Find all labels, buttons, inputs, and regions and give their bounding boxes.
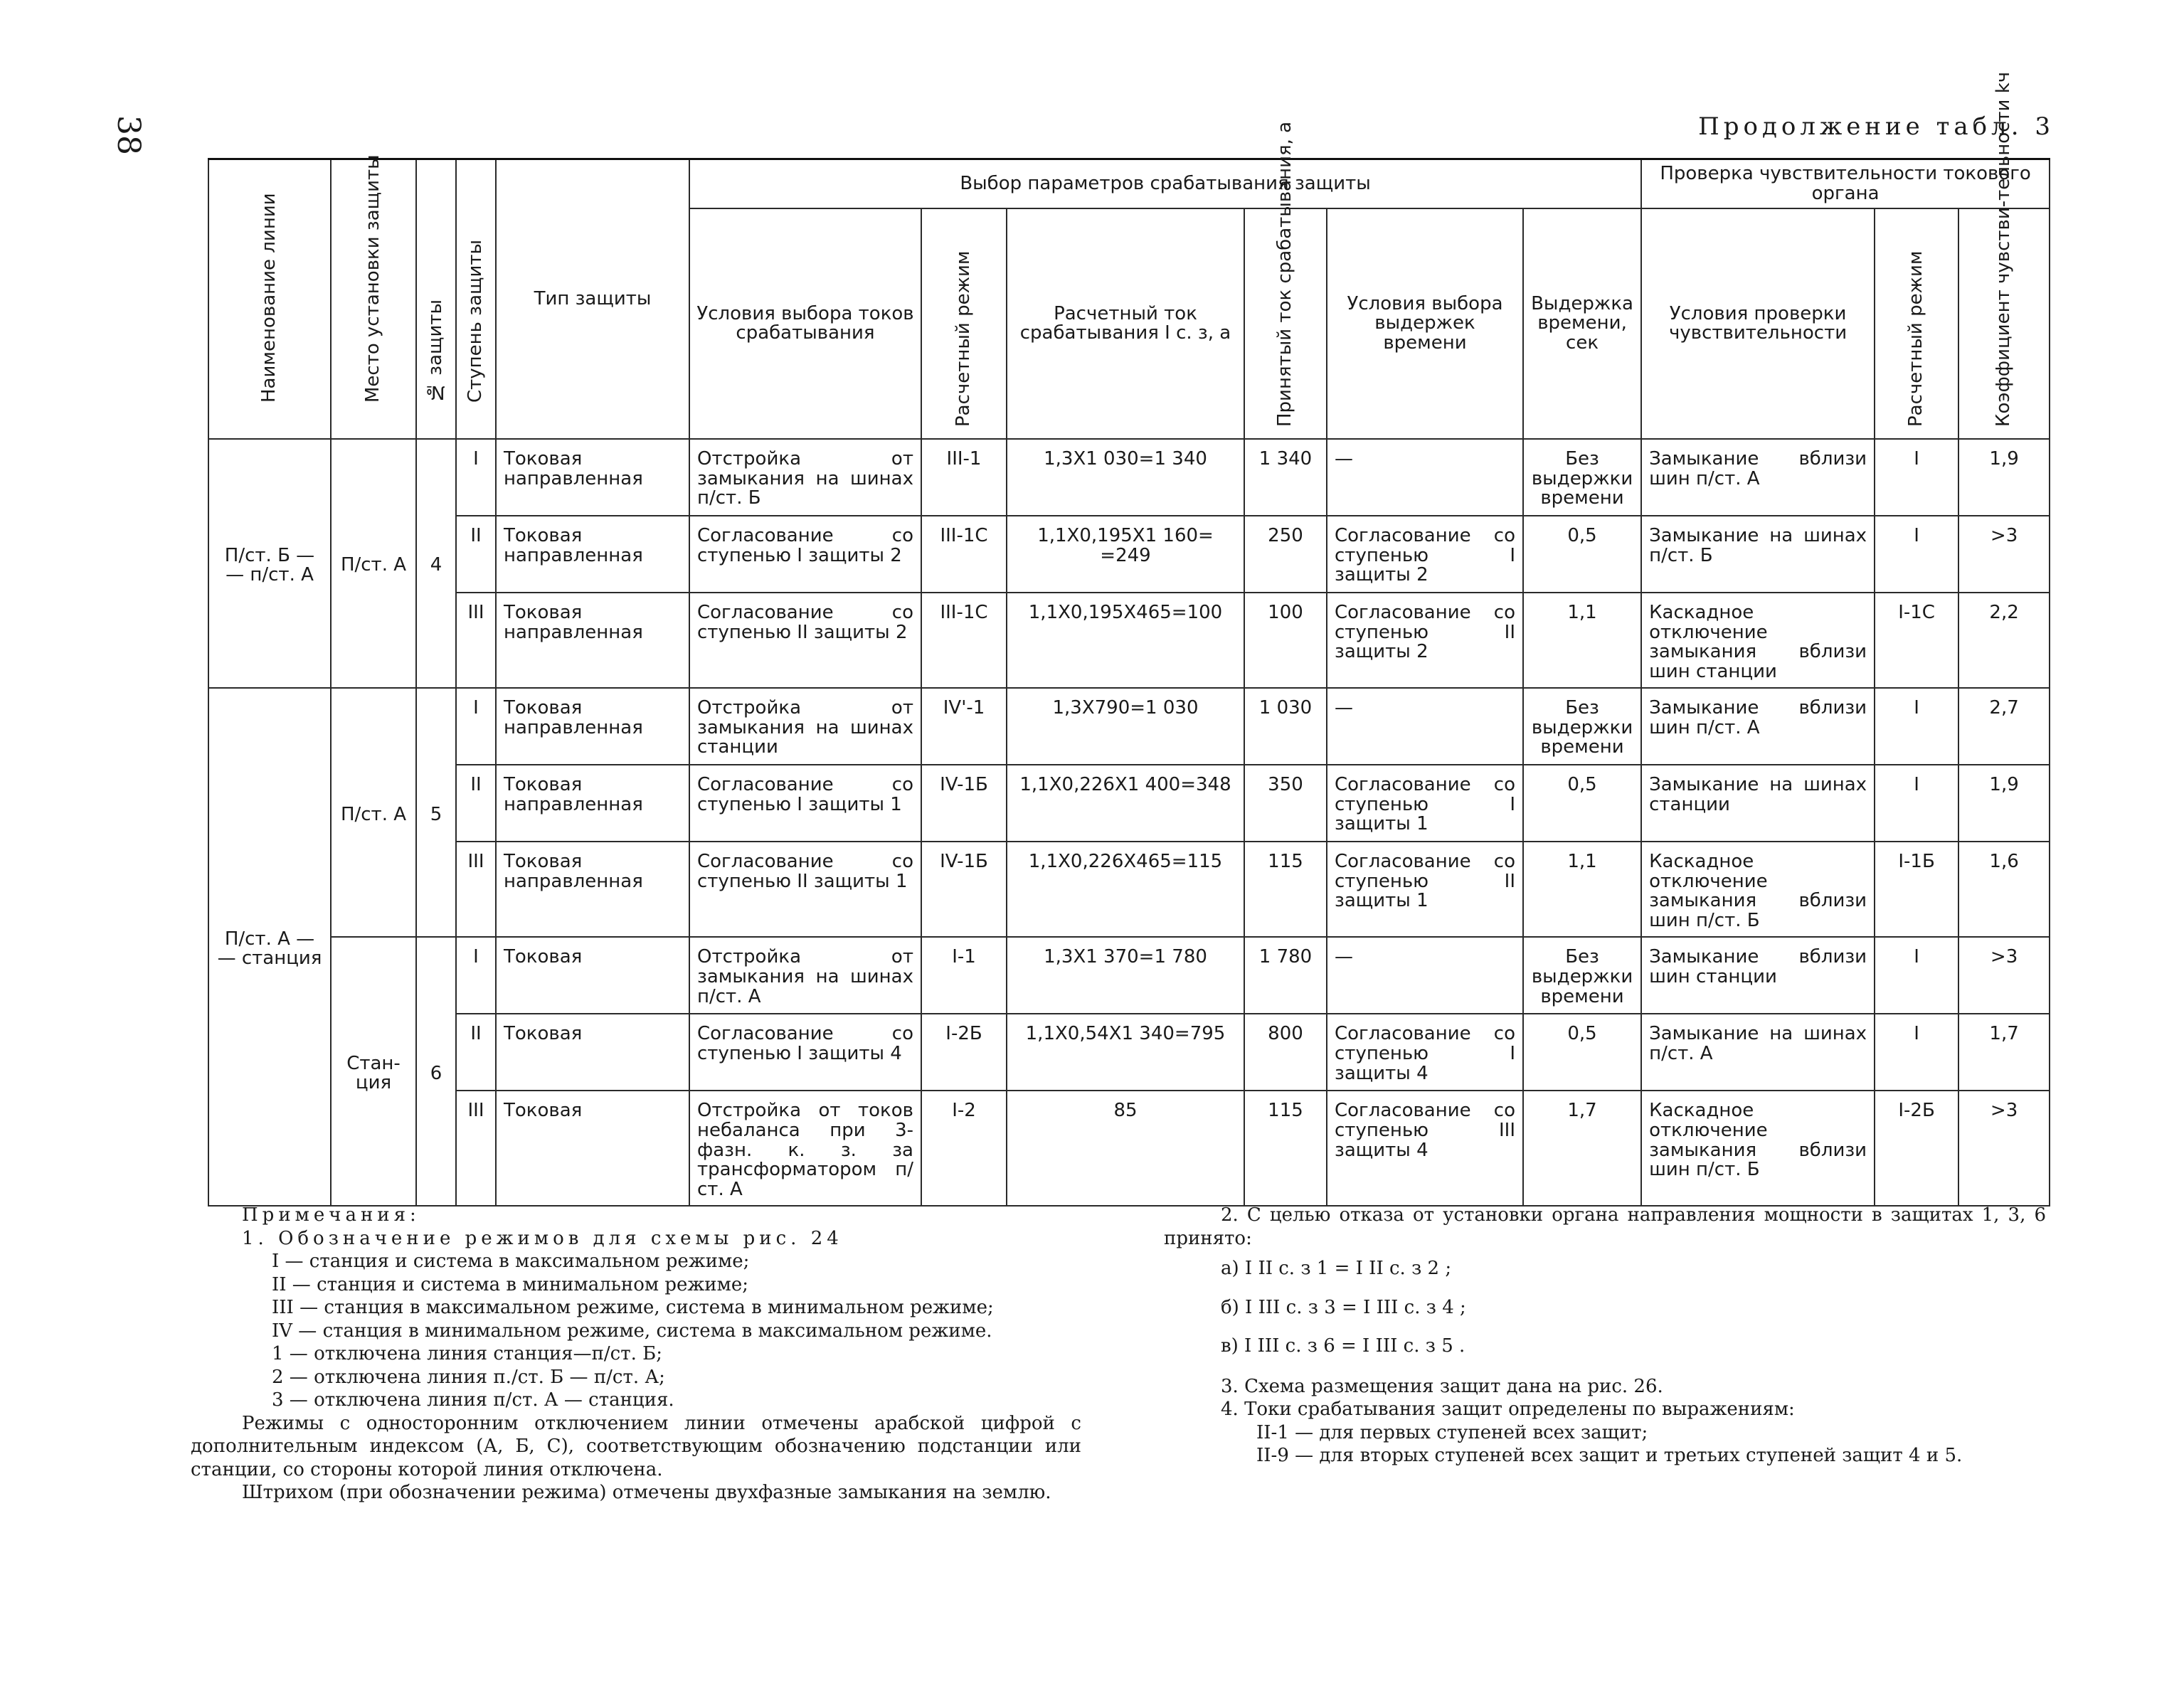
- header-protection-number: № защиты: [416, 159, 456, 440]
- time-condition-cell: Согласование со ступенью I защиты 4: [1327, 1014, 1523, 1091]
- header-type: Тип защиты: [496, 159, 689, 440]
- line-name-cell: П/ст. Б — — п/ст. А: [208, 439, 331, 688]
- accepted-current-cell: 1 030: [1244, 688, 1327, 765]
- current-condition-cell: Отстройка от токов небаланса при 3-фазн. к. з. за трансформатором п/ст. А: [689, 1091, 921, 1206]
- calc-mode-cell: III-1: [921, 439, 1007, 516]
- mode-4: IV — станция в минимальном режиме, система в максимальном режиме.: [272, 1320, 992, 1342]
- table-row: [208, 1091, 2050, 1206]
- delay-cell: 0,5: [1523, 516, 1641, 593]
- notes-left: [191, 1204, 1081, 1505]
- note-2: 2. С целью отказа от установки органа направления мощности в защитах 1, 3, 6 принято:: [1164, 1204, 2046, 1249]
- protection-number-cell: 5: [416, 688, 456, 937]
- table-row: [208, 937, 2050, 1014]
- location-cell: П/ст. А: [331, 688, 416, 937]
- delay-cell: 0,5: [1523, 765, 1641, 842]
- formula-c: в) I III с. з 6 = I III с. з 5 .: [1221, 1335, 1465, 1357]
- coefficient-cell: 1,7: [1958, 1014, 2050, 1091]
- table-body: [208, 439, 2050, 1206]
- type-cell: Токовая направленная: [496, 593, 689, 688]
- header-calc-mode: Расчетный режим: [921, 208, 1007, 439]
- type-cell: Токовая направленная: [496, 439, 689, 516]
- calc-mode-cell: III-1C: [921, 516, 1007, 593]
- check-condition-cell: Каскадное отключение замыкания вблизи шин станции: [1641, 593, 1875, 688]
- note-1: 1. Обозначение режимов для схемы рис. 24: [242, 1227, 843, 1249]
- stage-cell: III: [456, 1091, 496, 1206]
- header-time-conditions: Условия выбора выдержек времени: [1327, 208, 1523, 439]
- delay-cell: 1,1: [1523, 842, 1641, 937]
- protection-number-cell: 4: [416, 439, 456, 688]
- coefficient-cell: 1,9: [1958, 439, 2050, 516]
- type-cell: Токовая направленная: [496, 516, 689, 593]
- current-condition-cell: Согласование со ступенью II защиты 1: [689, 842, 921, 937]
- table-row: [208, 1014, 2050, 1091]
- delay-cell: Без выдержки времени: [1523, 688, 1641, 765]
- check-condition-cell: Замыкание вблизи шин п/ст. А: [1641, 688, 1875, 765]
- time-condition-cell: —: [1327, 937, 1523, 1014]
- calc-mode-cell: I-2Б: [921, 1014, 1007, 1091]
- calc-current-cell: 1,3X1 370=1 780: [1007, 937, 1244, 1014]
- time-condition-cell: Согласование со ступенью III защиты 4: [1327, 1091, 1523, 1206]
- header-group-selection: Выбор параметров срабатывания защиты: [689, 159, 1641, 209]
- stage-cell: II: [456, 516, 496, 593]
- calc-current-cell: 1,3X1 030=1 340: [1007, 439, 1244, 516]
- calc-mode-cell: I-1: [921, 937, 1007, 1014]
- delay-cell: Без выдержки времени: [1523, 937, 1641, 1014]
- stage-cell: I: [456, 688, 496, 765]
- header-group-sensitivity: Проверка чувствительности токового органа: [1641, 159, 2050, 209]
- header-line-name: Наименование линии: [208, 159, 331, 440]
- table-row: [208, 593, 2050, 688]
- check-condition-cell: Замыкание на шинах п/ст. А: [1641, 1014, 1875, 1091]
- location-cell: Стан-ция: [331, 937, 416, 1206]
- time-condition-cell: Согласование со ступенью II защиты 2: [1327, 593, 1523, 688]
- accepted-current-cell: 1 340: [1244, 439, 1327, 516]
- current-condition-cell: Согласование со ступенью I защиты 1: [689, 765, 921, 842]
- header-location: Место установки защиты: [331, 159, 416, 440]
- accepted-current-cell: 100: [1244, 593, 1327, 688]
- location-cell: П/ст. А: [331, 439, 416, 688]
- header-accepted-current: Принятый ток срабатывания, а: [1244, 208, 1327, 439]
- note-paragraph-1: Режимы с односторонним отключением линии отмечены арабской цифрой с дополнительным индексом (А, Б, С), соответствующим обозначению подстанции или станции, со стороны которой линия отключена.: [191, 1412, 1081, 1480]
- header-calc-current: Расчетный ток срабатывания I с. з, а: [1007, 208, 1244, 439]
- table-continuation-caption: Продолжение табл. 3: [1698, 112, 2055, 141]
- coefficient-cell: 2,2: [1958, 593, 2050, 688]
- accepted-current-cell: 250: [1244, 516, 1327, 593]
- calc-current-cell: 1,1X0,195X1 160= =249: [1007, 516, 1244, 593]
- delay-cell: 0,5: [1523, 1014, 1641, 1091]
- stage-cell: III: [456, 842, 496, 937]
- current-condition-cell: Согласование со ступенью I защиты 2: [689, 516, 921, 593]
- time-condition-cell: Согласование со ступенью II защиты 1: [1327, 842, 1523, 937]
- expression-2: II-9 — для вторых ступеней всех защит и третьих ступеней защит 4 и 5.: [1256, 1445, 1963, 1466]
- time-condition-cell: —: [1327, 439, 1523, 516]
- line-name-cell: П/ст. А — — станция: [208, 688, 331, 1206]
- table-row: [208, 765, 2050, 842]
- calc-mode-cell: IV'-1: [921, 688, 1007, 765]
- note-4: 4. Токи срабатывания защит определены по выражениям:: [1221, 1399, 1795, 1420]
- stage-cell: I: [456, 937, 496, 1014]
- coefficient-cell: 1,6: [1958, 842, 2050, 937]
- type-cell: Токовая направленная: [496, 842, 689, 937]
- protection-number-cell: 6: [416, 937, 456, 1206]
- current-condition-cell: Согласование со ступенью I защиты 4: [689, 1014, 921, 1091]
- delay-cell: Без выдержки времени: [1523, 439, 1641, 516]
- calc-mode-cell: I-2: [921, 1091, 1007, 1206]
- header-current-conditions: Условия выбора токов срабатывания: [689, 208, 921, 439]
- stage-cell: II: [456, 765, 496, 842]
- check-mode-cell: I: [1875, 1014, 1958, 1091]
- current-condition-cell: Отстройка от замыкания на шинах п/ст. А: [689, 937, 921, 1014]
- stage-cell: II: [456, 1014, 496, 1091]
- coefficient-cell: 2,7: [1958, 688, 2050, 765]
- note-paragraph-2: Штрихом (при обозначении режима) отмечены двухфазные замыкания на землю.: [242, 1482, 1051, 1503]
- check-mode-cell: I-2Б: [1875, 1091, 1958, 1206]
- mode-2: II — станция и система в минимальном режиме;: [272, 1273, 748, 1295]
- check-condition-cell: Каскадное отключение замыкания вблизи шин п/ст. Б: [1641, 1091, 1875, 1206]
- table-row: [208, 516, 2050, 593]
- table-row: [208, 688, 2050, 765]
- check-condition-cell: Замыкание на шинах станции: [1641, 765, 1875, 842]
- calc-current-cell: 1,1X0,195X465=100: [1007, 593, 1244, 688]
- check-mode-cell: I: [1875, 439, 1958, 516]
- stage-cell: III: [456, 593, 496, 688]
- formula-b: б) I III с. з 3 = I III с. з 4 ;: [1221, 1296, 1466, 1318]
- check-mode-cell: I: [1875, 516, 1958, 593]
- coefficient-cell: >3: [1958, 937, 2050, 1014]
- notes-title: Примечания:: [242, 1204, 420, 1226]
- calc-mode-cell: IV-1Б: [921, 842, 1007, 937]
- check-condition-cell: Замыкание вблизи шин станции: [1641, 937, 1875, 1014]
- header-stage: Ступень защиты: [456, 159, 496, 440]
- check-mode-cell: I-1C: [1875, 593, 1958, 688]
- calc-mode-cell: IV-1Б: [921, 765, 1007, 842]
- current-condition-cell: Отстройка от замыкания на шинах станции: [689, 688, 921, 765]
- calc-mode-cell: III-1C: [921, 593, 1007, 688]
- formula-a: а) I II с. з 1 = I II с. з 2 ;: [1221, 1258, 1452, 1279]
- calc-current-cell: 1,1X0,54X1 340=795: [1007, 1014, 1244, 1091]
- disconnection-2: 2 — отключена линия п./ст. Б — п/ст. А;: [272, 1366, 665, 1388]
- check-condition-cell: Замыкание на шинах п/ст. Б: [1641, 516, 1875, 593]
- accepted-current-cell: 115: [1244, 842, 1327, 937]
- table-row: [208, 842, 2050, 937]
- disconnection-3: 3 — отключена линия п/ст. А — станция.: [272, 1389, 674, 1411]
- header-check-mode: Расчетный режим: [1875, 208, 1958, 439]
- type-cell: Токовая: [496, 1091, 689, 1206]
- coefficient-cell: >3: [1958, 516, 2050, 593]
- note-3: 3. Схема размещения защит дана на рис. 26.: [1221, 1375, 1663, 1397]
- check-condition-cell: Замыкание вблизи шин п/ст. А: [1641, 439, 1875, 516]
- time-condition-cell: Согласование со ступенью I защиты 1: [1327, 765, 1523, 842]
- mode-1: I — станция и система в максимальном режиме;: [272, 1251, 750, 1272]
- accepted-current-cell: 1 780: [1244, 937, 1327, 1014]
- type-cell: Токовая: [496, 1014, 689, 1091]
- header-check-conditions: Условия проверки чувствительности: [1641, 208, 1875, 439]
- check-mode-cell: I-1Б: [1875, 842, 1958, 937]
- check-mode-cell: I: [1875, 765, 1958, 842]
- current-condition-cell: Отстройка от замыкания на шинах п/ст. Б: [689, 439, 921, 516]
- calc-current-cell: 1,3X790=1 030: [1007, 688, 1244, 765]
- stage-cell: I: [456, 439, 496, 516]
- type-cell: Токовая направленная: [496, 688, 689, 765]
- time-condition-cell: Согласование со ступенью I защиты 2: [1327, 516, 1523, 593]
- time-condition-cell: —: [1327, 688, 1523, 765]
- current-condition-cell: Согласование со ступенью II защиты 2: [689, 593, 921, 688]
- calc-current-cell: 85: [1007, 1091, 1244, 1206]
- check-mode-cell: I: [1875, 937, 1958, 1014]
- notes-right: [1164, 1204, 2046, 1468]
- page-number: 38: [110, 115, 147, 155]
- check-mode-cell: I: [1875, 688, 1958, 765]
- mode-3: III — станция в максимальном режиме, система в минимальном режиме;: [272, 1297, 994, 1318]
- check-condition-cell: Каскадное отключение замыкания вблизи шин п/ст. Б: [1641, 842, 1875, 937]
- expression-1: II-1 — для первых ступеней всех защит;: [1256, 1421, 1648, 1443]
- header-sensitivity-coefficient: Коэффициент чувстви-тельности kч: [1958, 208, 2050, 439]
- disconnection-1: 1 — отключена линия станция—п/ст. Б;: [272, 1343, 663, 1364]
- accepted-current-cell: 115: [1244, 1091, 1327, 1206]
- calc-current-cell: 1,1X0,226X1 400=348: [1007, 765, 1244, 842]
- coefficient-cell: 1,9: [1958, 765, 2050, 842]
- delay-cell: 1,1: [1523, 593, 1641, 688]
- type-cell: Токовая: [496, 937, 689, 1014]
- calc-current-cell: 1,1X0,226X465=115: [1007, 842, 1244, 937]
- accepted-current-cell: 350: [1244, 765, 1327, 842]
- table-row: [208, 439, 2050, 516]
- type-cell: Токовая направленная: [496, 765, 689, 842]
- coefficient-cell: >3: [1958, 1091, 2050, 1206]
- header-time-delay: Выдержка времени, сек: [1523, 208, 1641, 439]
- delay-cell: 1,7: [1523, 1091, 1641, 1206]
- accepted-current-cell: 800: [1244, 1014, 1327, 1091]
